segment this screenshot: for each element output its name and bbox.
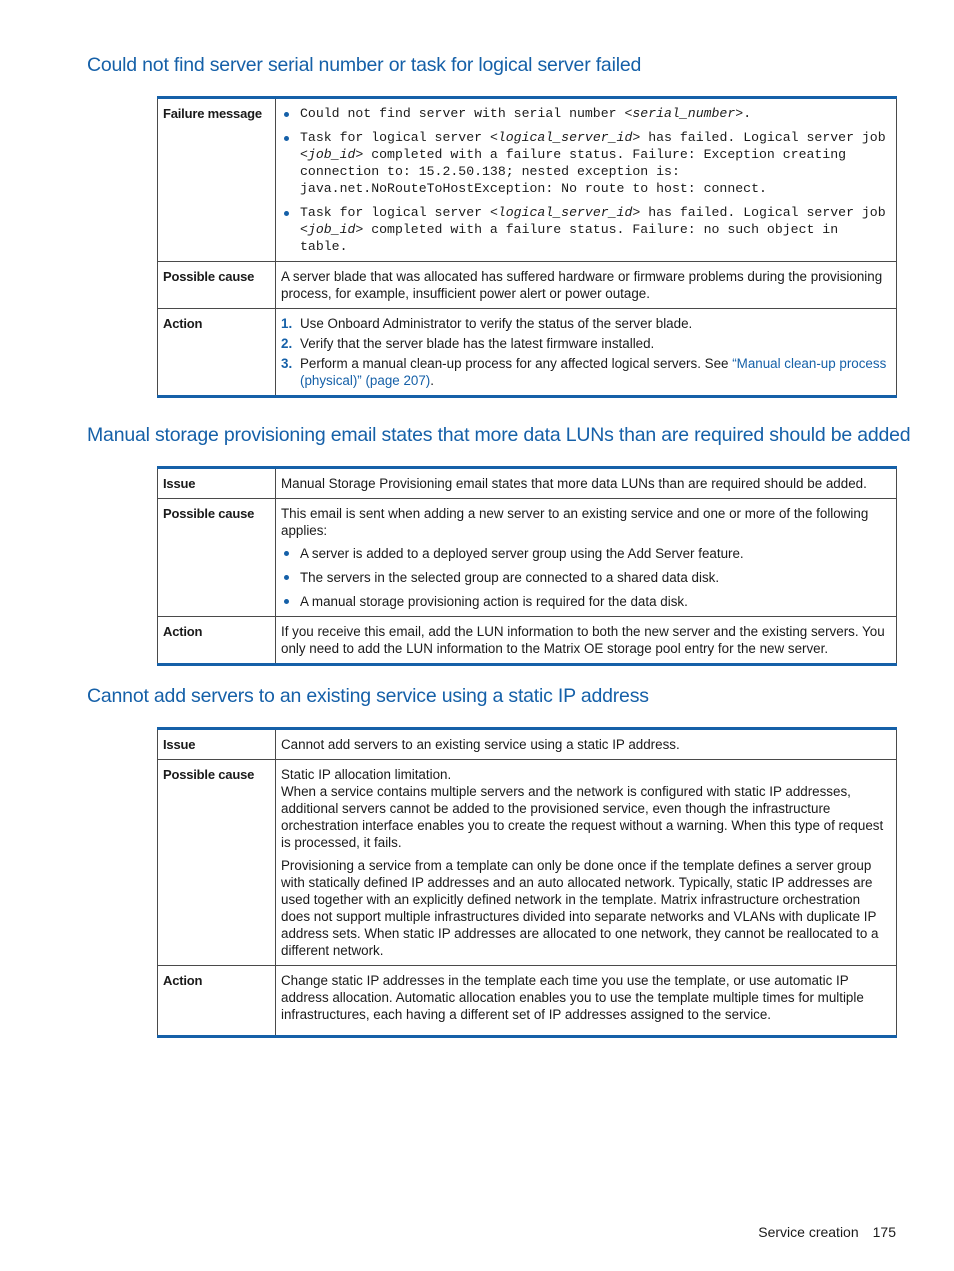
row-label: Failure message: [158, 98, 276, 262]
table-row: [158, 499, 897, 617]
table-row: [158, 468, 897, 499]
cross-reference-link[interactable]: “Manual clean-up process (physical)” (page 207): [300, 356, 887, 388]
list-item: The servers in the selected group are connected to a shared data disk.: [281, 569, 890, 586]
list-item: 2. Verify that the server blade has the latest firmware installed.: [281, 336, 655, 351]
action-text: Change static IP addresses in the template each time you use the template, or use automatic IP address allocation. Automatic allocation enables you to use the template multiple times for multiple infrastructures, each having a different set of IP addresses assigned to the service.: [276, 966, 897, 1037]
possible-cause-text: A server blade that was allocated has suffered hardware or firmware problems during the provisioning process, for example, insufficient power alert or power outage.: [276, 262, 897, 309]
list-item: Could not find server with serial number <serial_number>.: [281, 105, 890, 122]
troubleshooting-table: [157, 727, 897, 1038]
failure-message-cell: [276, 98, 897, 262]
cause-line: Static IP allocation limitation.: [281, 767, 452, 782]
table-row: [158, 617, 897, 665]
page-footer: [758, 1224, 896, 1240]
list-item: A server is added to a deployed server group using the Add Server feature.: [281, 545, 890, 562]
row-label: Action: [158, 966, 276, 1037]
cause-paragraph: Provisioning a service from a template can only be done once if the template defines a server group with statically defined IP addresses and an auto allocated network. Typically, static IP addresses are used together with an explicitly defined network in the template. Matrix infrastructure orchestration does not support multiple infrastructures divided into separate networks and VLANs with duplicate IP address sets. When static IP addresses are allocated to one network, they cannot be reallocated to a different network.: [281, 858, 879, 958]
table-row: [158, 262, 897, 309]
section-heading: Could not find server serial number or task for logical server failed: [87, 54, 642, 76]
list-item: 1. Use Onboard Administrator to verify the status of the server blade.: [281, 316, 693, 331]
row-label: Possible cause: [158, 499, 276, 617]
list-item: Task for logical server <logical_server_id> has failed. Logical server job <job_id> completed with a failure status. Failure: Exception creating connection to: 15.2.50.138; nested exception is: java.net.NoRouteToHostException: No route to host: connect.: [281, 129, 890, 197]
possible-cause-cell: [276, 499, 897, 617]
troubleshooting-table: [157, 96, 897, 398]
failure-message-list: [281, 105, 890, 255]
table-row: [158, 98, 897, 262]
row-label: Issue: [158, 729, 276, 760]
table-row: [158, 729, 897, 760]
table-row: [158, 309, 897, 397]
row-label: Action: [158, 617, 276, 665]
section-heading: Cannot add servers to an existing service using a static IP address: [87, 685, 649, 707]
list-item: Task for logical server <logical_server_id> has failed. Logical server job <job_id> completed with a failure status. Failure: no such object in table.: [281, 204, 890, 255]
cause-paragraph: When a service contains multiple servers and the network is configured with static IP addresses, additional servers cannot be added to the provisioned service, even though the infrastructure orchestration interface enables you to create the request without a warning. When this type of request is processed, it fails.: [281, 784, 884, 850]
list-item: 3. Perform a manual clean-up process for any affected logical servers. See “Manual clean-up process (physical)” (page 207).: [281, 356, 887, 388]
table-row: [158, 760, 897, 966]
issue-text: Cannot add servers to an existing service using a static IP address.: [276, 729, 897, 760]
footer-section-name: Service creation: [758, 1224, 859, 1240]
possible-cause-cell: [276, 760, 897, 966]
row-label: Issue: [158, 468, 276, 499]
row-label: Possible cause: [158, 262, 276, 309]
action-cell: [276, 309, 897, 397]
row-label: Possible cause: [158, 760, 276, 966]
section-heading: Manual storage provisioning email states that more data LUNs than are required should be added: [87, 424, 911, 446]
troubleshooting-table: [157, 466, 897, 666]
cause-intro: This email is sent when adding a new server to an existing service and one or more of the following applies:: [281, 506, 869, 538]
table-row: [158, 966, 897, 1037]
action-steps: [281, 315, 890, 389]
issue-text: Manual Storage Provisioning email states that more data LUNs than are required should be added.: [276, 468, 897, 499]
row-label: Action: [158, 309, 276, 397]
cause-list: [281, 545, 890, 610]
page-number: 175: [872, 1224, 896, 1240]
action-text: If you receive this email, add the LUN information to both the new server and the existing servers. You only need to add the LUN information to the Matrix OE storage pool entry for the new server.: [276, 617, 897, 665]
list-item: A manual storage provisioning action is required for the data disk.: [281, 593, 890, 610]
